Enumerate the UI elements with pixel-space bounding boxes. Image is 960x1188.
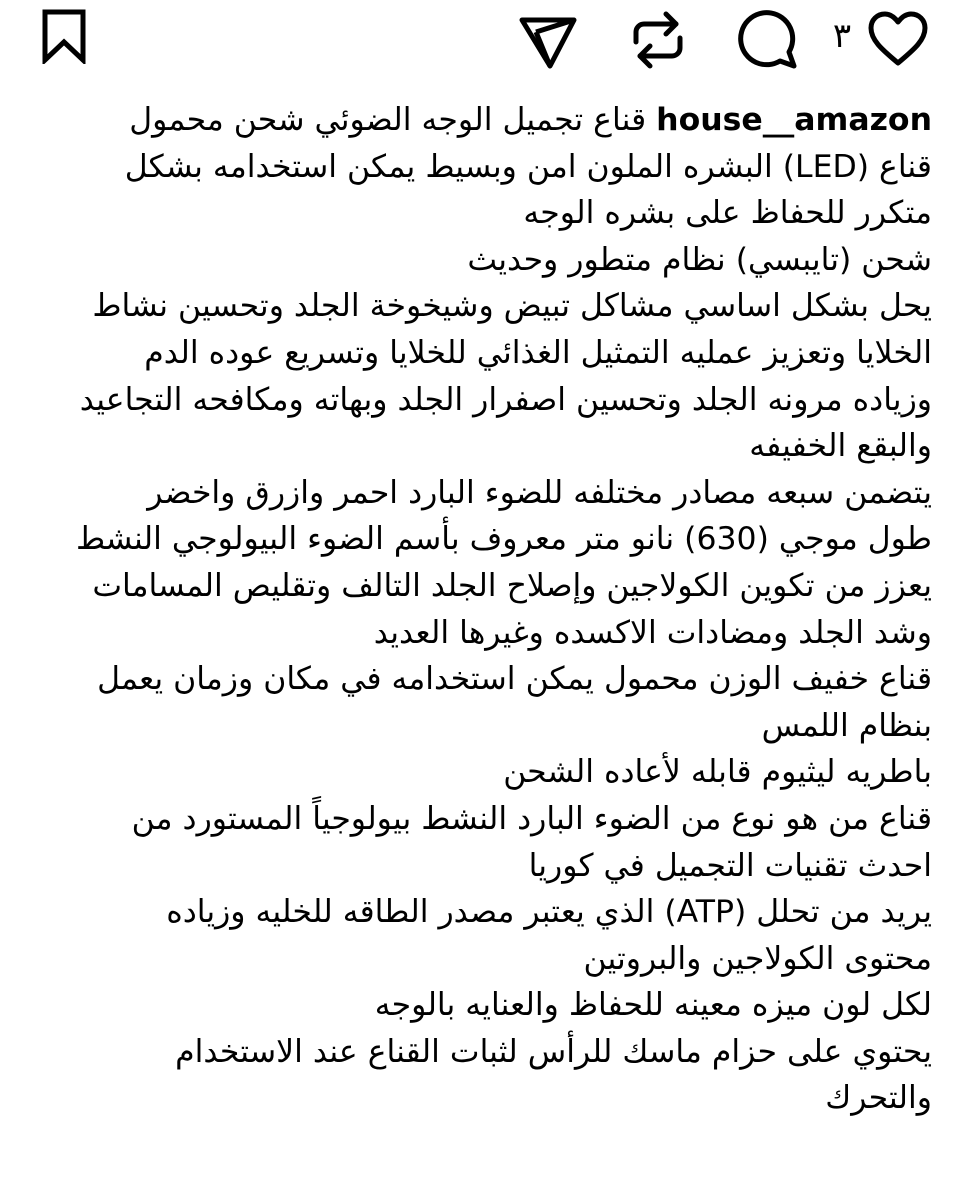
caption-line: قناع (LED) البشره الملون امن وبسيط يمكن استخدامه بشكل <box>124 148 932 185</box>
caption-line: متكرر للحفاظ على بشره الوجه <box>523 195 932 232</box>
repost-icon <box>628 8 688 72</box>
caption-line: والبقع الخفيفه <box>749 428 932 465</box>
post-action-bar <box>0 0 960 80</box>
bookmark-icon <box>38 8 90 64</box>
caption-line: قناع تجميل الوجه الضوئي شحن محمول <box>129 102 647 138</box>
like-button[interactable] <box>866 10 930 68</box>
caption-line: طول موجي (630) نانو متر معروف بأسم الضوء البيولوجي النشط <box>76 521 932 558</box>
caption-line: محتوى الكولاجين والبروتين <box>583 940 932 977</box>
comment-button[interactable] <box>734 8 800 72</box>
caption-line: شحن (تايبسي) نظام متطور وحديث <box>467 241 932 278</box>
caption-line: بنظام اللمس <box>761 707 932 744</box>
like-count: ٣ <box>832 16 852 56</box>
caption-first-line <box>22 97 932 144</box>
share-button[interactable] <box>516 10 580 70</box>
caption-line: يريد من تحلل (ATP) الذي يعتبر مصدر الطاقه للخليه وزياده <box>166 894 932 931</box>
caption-line: يعزز من تكوين الكولاجين وإصلاح الجلد التالف وتقليص المسامات <box>92 567 932 604</box>
caption-line: قناع من هو نوع من الضوء البارد النشط بيولوجياً المستورد من <box>131 800 932 837</box>
caption-line: الخلايا وتعزيز عمليه التمثيل الغذائي للخلايا وتسريع عوده الدم <box>144 334 932 371</box>
send-icon <box>516 10 580 70</box>
caption-line: يحتوي على حزام ماسك للرأس لثبات القناع عند الاستخدام <box>175 1033 932 1070</box>
caption-line: يحل بشكل اساسي مشاكل تبيض وشيخوخة الجلد وتحسين نشاط <box>92 288 932 325</box>
username-link[interactable]: house__amazon <box>656 102 932 138</box>
caption-line: يتضمن سبعه مصادر مختلفه للضوء البارد احمر وازرق واخضر <box>147 474 932 511</box>
caption-line: قناع خفيف الوزن محمول يمكن استخدامه في مكان وزمان يعمل <box>97 661 932 698</box>
caption-line: باطريه ليثيوم قابله لأعاده الشحن <box>503 754 932 791</box>
caption-line: وزياده مرونه الجلد وتحسين اصفرار الجلد وبهاته ومكافحه التجاعيد <box>79 381 932 418</box>
caption-line: وشد الجلد ومضادات الاكسده وغيرها العديد <box>373 614 932 651</box>
save-button[interactable] <box>36 8 92 64</box>
post-caption <box>22 97 932 1122</box>
heart-icon <box>866 10 930 68</box>
caption-line: احدث تقنيات التجميل في كوريا <box>528 847 932 884</box>
caption-line: والتحرك <box>825 1080 932 1117</box>
comment-icon <box>734 8 800 72</box>
caption-line: لكل لون ميزه معينه للحفاظ والعنايه بالوجه <box>374 987 932 1024</box>
repost-button[interactable] <box>628 8 688 72</box>
